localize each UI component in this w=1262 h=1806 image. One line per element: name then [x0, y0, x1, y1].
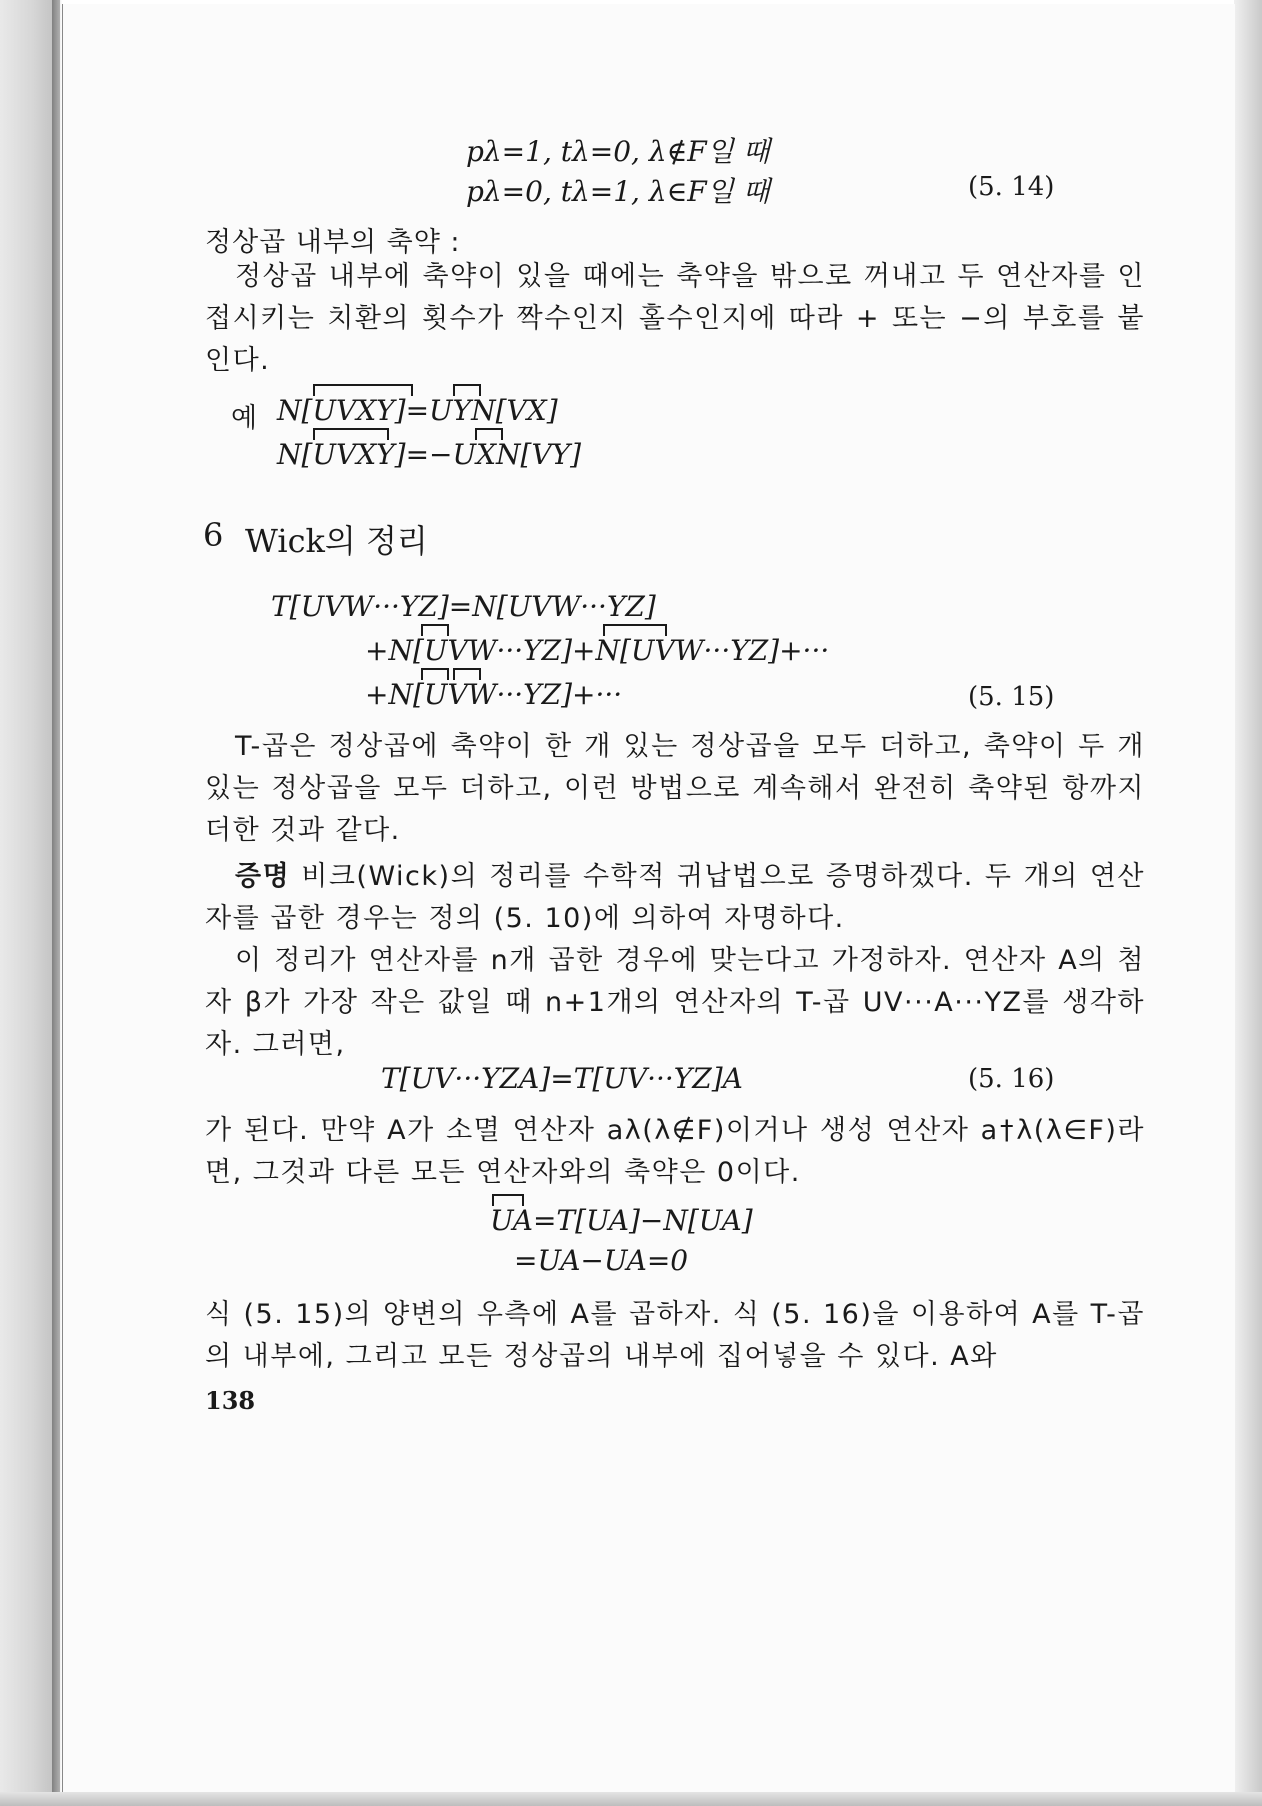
contraction-bracket: [421, 624, 449, 636]
example-line2: N[UVXY]=−UXN[VY]: [277, 438, 582, 471]
proof-label: 증명: [235, 861, 291, 892]
section-number: 6: [203, 516, 224, 554]
proof-text-1: 비크(Wick)의 정리를 수학적 귀납법으로 증명하겠다. 두 개의 연산자를 곱한 경우는 정의 (5. 10)에 의하여 자명하다.: [205, 861, 1145, 934]
book-right-edge: [1234, 0, 1262, 1806]
contraction-bracket: [475, 428, 503, 440]
final-paragraph: 식 (5. 15)의 양변의 우측에 A를 곱하자. 식 (5. 16)을 이용하여 A를 T-곱의 내부에, 그리고 모든 정상곱의 내부에 집어넣을 수 있다. A와: [205, 1299, 1145, 1372]
eq-5-16-number: (5. 16): [968, 1064, 1055, 1094]
proof-paragraph-2: 이 정리가 연산자를 n개 곱한 경우에 맞는다고 가정하자. 연산자 A의 첨자 β가 가장 작은 값일 때 n+1개의 연산자의 T-곱 UV···A···YZ를 생각하자. 그러면,: [205, 945, 1145, 1060]
example-line1: N[UVXY]=UYN[VX]: [277, 394, 558, 427]
eq-5-16: T[UV···YZA]=T[UV···YZ]A: [381, 1062, 743, 1095]
example-label: 예: [231, 403, 259, 434]
theorem-statement: T-곱은 정상곱에 축약이 한 개 있는 정상곱을 모두 더하고, 축약이 두 개 있는 정상곱을 모두 더하고, 이런 방법으로 계속해서 완전히 축약된 항까지 더한 것과 같다.: [205, 731, 1145, 846]
contraction-bracket: [603, 624, 667, 636]
book-bottom-edge: [0, 1792, 1262, 1806]
section-title: Wick의 정리: [245, 522, 428, 560]
eq-5-14-line2: pλ=0, tλ=1, λ∈F일 때: [466, 175, 770, 208]
contraction-heading: 정상곱 내부의 축약 :: [205, 227, 461, 258]
paragraph-after-5-16: 가 된다. 만약 A가 소멸 연산자 aλ(λ∉F)이거나 생성 연산자 a†λ(λ∈F)라면, 그것과 다른 모든 연산자와의 축약은 0이다.: [205, 1115, 1145, 1188]
contraction-bracket: [421, 668, 449, 680]
eq-5-14-line1: pλ=1, tλ=0, λ∉F일 때: [466, 135, 770, 168]
eq-5-15-line2: +N[UVW···YZ]+N[UVW···YZ]+···: [365, 634, 830, 667]
eq-5-15-line1: T[UVW···YZ]=N[UVW···YZ]: [271, 590, 656, 623]
contraction-bracket: [313, 384, 413, 396]
contraction-bracket: [453, 384, 481, 396]
contraction-bracket: [492, 1194, 524, 1206]
spine-shadow: [52, 0, 62, 1806]
page-number: 138: [205, 1386, 256, 1415]
eq-ua-line1: UA=T[UA]−N[UA]: [490, 1204, 753, 1237]
book-spine-edge: [0, 0, 60, 1806]
contraction-body: 정상곱 내부에 축약이 있을 때에는 축약을 밖으로 꺼내고 두 연산자를 인접시키는 치환의 횟수가 짝수인지 홀수인지에 따라 + 또는 −의 부호를 붙인다.: [205, 261, 1145, 376]
proof-paragraph-1: [205, 856, 1145, 940]
contraction-bracket: [453, 668, 481, 680]
eq-5-14-number: (5. 14): [968, 172, 1055, 202]
contraction-bracket: [313, 428, 389, 440]
book-page: [62, 4, 1235, 1792]
eq-5-15-number: (5. 15): [968, 682, 1055, 712]
eq-5-15-line3: +N[UVW···YZ]+···: [365, 678, 623, 711]
eq-ua-line2: =UA−UA=0: [514, 1244, 689, 1277]
